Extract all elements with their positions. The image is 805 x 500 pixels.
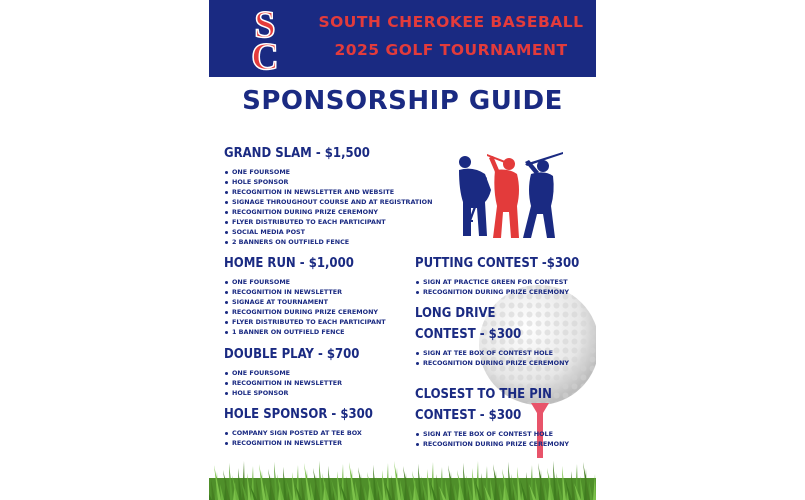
tier-benefits xyxy=(415,348,569,368)
benefit-item: HOLE SPONSOR xyxy=(224,177,432,187)
svg-text:S: S xyxy=(254,4,276,46)
benefit-item: 2 BANNERS ON OUTFIELD FENCE xyxy=(224,237,432,247)
benefit-item: RECOGNITION DURING PRIZE CEREMONY xyxy=(415,287,579,297)
benefit-item: SIGN AT TEE BOX OF CONTEST HOLE xyxy=(415,429,569,439)
benefit-item: ONE FOURSOME xyxy=(224,167,432,177)
benefit-item: RECOGNITION IN NEWSLETTER xyxy=(224,438,373,448)
benefit-item: SIGN AT TEE BOX OF CONTEST HOLE xyxy=(415,348,569,358)
benefit-item: SOCIAL MEDIA POST xyxy=(224,227,432,237)
benefit-item: ONE FOURSOME xyxy=(224,277,386,287)
tier-closest-to-pin xyxy=(415,386,569,449)
tier-benefits xyxy=(224,368,359,398)
tier-benefits xyxy=(415,429,569,449)
tier-double-play xyxy=(224,346,359,398)
tier-title-line2: CONTEST - $300 xyxy=(415,408,522,423)
tier-title: GRAND SLAM - $1,500 xyxy=(224,146,370,161)
benefit-item: RECOGNITION DURING PRIZE CEREMONY xyxy=(224,307,386,317)
sc-logo xyxy=(239,4,291,72)
tier-grand-slam xyxy=(224,145,432,247)
benefit-item: SIGNAGE AT TOURNAMENT xyxy=(224,297,386,307)
tier-benefits xyxy=(224,277,386,337)
benefit-item: SIGNAGE THROUGHOUT COURSE AND AT REGISTRATION xyxy=(224,197,432,207)
golfer-right-icon xyxy=(523,152,563,238)
benefit-item: RECOGNITION DURING PRIZE CEREMONY xyxy=(415,439,569,449)
golfer-middle-icon xyxy=(487,154,519,238)
benefit-item: SIGN AT PRACTICE GREEN FOR CONTEST xyxy=(415,277,579,287)
benefit-item: ONE FOURSOME xyxy=(224,368,359,378)
tier-benefits xyxy=(224,167,432,247)
page-title: SPONSORSHIP GUIDE xyxy=(242,86,563,116)
grass-strip xyxy=(209,454,596,500)
tier-title: PUTTING CONTEST -$300 xyxy=(415,256,580,271)
tier-putting-contest xyxy=(415,255,579,297)
benefit-item: 1 BANNER ON OUTFIELD FENCE xyxy=(224,327,386,337)
tier-title-line2: CONTEST - $300 xyxy=(415,327,522,342)
sponsorship-flyer xyxy=(209,0,596,500)
tournament-title-line2: 2025 GOLF TOURNAMENT xyxy=(334,41,568,59)
tier-long-drive xyxy=(415,305,569,368)
tier-title: DOUBLE PLAY - $700 xyxy=(224,347,360,362)
golfer-left-icon xyxy=(459,156,491,236)
tier-title-line1: CLOSEST TO THE PIN xyxy=(415,387,552,402)
benefit-item: RECOGNITION DURING PRIZE CEREMONY xyxy=(415,358,569,368)
benefit-item: RECOGNITION IN NEWSLETTER xyxy=(224,287,386,297)
header-banner xyxy=(209,0,596,77)
benefit-item: FLYER DISTRIBUTED TO EACH PARTICIPANT xyxy=(224,217,432,227)
benefit-item: RECOGNITION IN NEWSLETTER xyxy=(224,378,359,388)
golfers-illustration xyxy=(451,150,569,240)
tier-title: HOME RUN - $1,000 xyxy=(224,256,354,271)
benefit-item: FLYER DISTRIBUTED TO EACH PARTICIPANT xyxy=(224,317,386,327)
tier-home-run xyxy=(224,255,386,337)
benefit-item: RECOGNITION DURING PRIZE CEREMONY xyxy=(224,207,432,217)
tournament-title-line1: SOUTH CHEROKEE BASEBALL xyxy=(318,13,584,31)
tier-title: HOLE SPONSOR - $300 xyxy=(224,407,373,422)
tier-benefits xyxy=(415,277,579,297)
svg-text:C: C xyxy=(251,36,279,72)
tournament-title xyxy=(311,8,591,64)
tier-hole-sponsor xyxy=(224,406,373,448)
tier-title-line1: LONG DRIVE xyxy=(415,306,496,321)
tier-benefits xyxy=(224,428,373,448)
benefit-item: RECOGNITION IN NEWSLETTER AND WEBSITE xyxy=(224,187,432,197)
benefit-item: COMPANY SIGN POSTED AT TEE BOX xyxy=(224,428,373,438)
benefit-item: HOLE SPONSOR xyxy=(224,388,359,398)
